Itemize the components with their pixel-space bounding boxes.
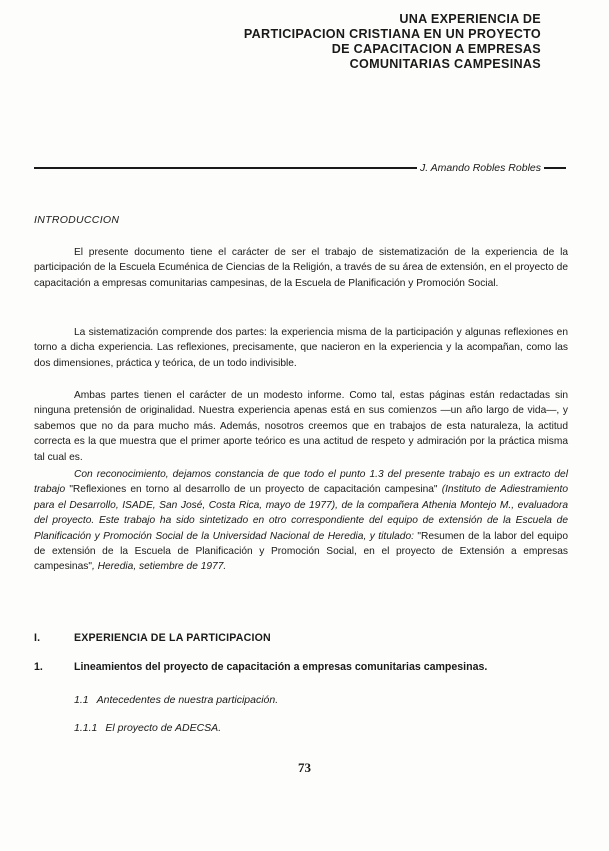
section-label: EXPERIENCIA DE LA PARTICIPACION [74,632,271,644]
intro-paragraph-4 [34,467,568,575]
byline-rule-right [544,167,566,169]
intro-paragraph-3: Ambas partes tienen el carácter de un modesto informe. Como tal, estas páginas están redactadas sin ninguna pretensión de originalidad. Nuestra experiencia apenas está en sus comienzos —un año largo de vida—, y sabemos que no da para mucho más. Además, nosotros creemos que en trabajos de esta naturaleza, la actitud correcta es la que muestra que el primer aporte teórico es una actitud de respeto y admiración por la práctica misma tal cual es. [34,390,568,463]
section-number: I. [34,632,41,644]
author-byline [34,162,566,174]
section-heading-1 [34,632,271,644]
subsection-heading-1 [34,661,487,673]
byline-rule-left [34,167,417,169]
page-number: 73 [298,760,311,775]
article-title [244,12,541,72]
p4-part-a: Con reconocimiento, dejamos constancia de que todo el punto 1.3 del presente trabajo es un extracto del trabajo [34,469,568,496]
p4-part-c: (Instituto de Adiestramiento para el Desarrollo, ISADE, San José, Costa Rica, mayo de 1977), de la compañera Athenia Montejo M., evaluadora del proyecto. Este trabajo ha sido sintetizado en otro correspondiente del equipo de extensión de la Escuela de Planificación y Promoción Social de la Universidad Nacional de Heredia, y titulado: [34,484,568,542]
intro-paragraph-1: El presente documento tiene el carácter de ser el trabajo de sistematización de la experiencia de la participación de la Escuela Ecuménica de Ciencias de la Religión, a través de su área de extensión, en el proyecto de capacitación a empresas comunitarias campesinas, de la Escuela de Planificación y Promoción Social. [34,247,568,289]
introduction-heading: INTRODUCCION [34,214,120,226]
p4-part-e: , Heredia, setiembre de 1977. [91,561,227,573]
subsection-heading-1-1-1 [74,722,221,734]
intro-paragraph-2: La sistematización comprende dos partes: la experiencia misma de la participación y algunas reflexiones en torno a dicha experiencia. Las reflexiones, precisamente, que nacieron en la experiencia y la acompañan, como las dos dimensiones, práctica y teórica, de un todo indivisible. [34,327,568,369]
title-line-4: COMUNITARIAS CAMPESINAS [349,57,541,71]
subsection-1-1-label: Antecedentes de nuestra participación. [96,694,279,706]
subsection-heading-1-1 [74,694,278,706]
title-line-3: DE CAPACITACION A EMPRESAS [331,42,541,56]
p4-quote-2: "Resumen de la labor del equipo de extensión de la Escuela de Planificación y Promoción Social, en el proyecto de Extensión a empresas campesinas" [34,530,568,573]
p4-quote-1: "Reflexiones en torno al desarrollo de un proyecto de capacitación campesina" [69,484,438,496]
subsection-1-1-number: 1.1 [74,694,89,706]
title-line-1: UNA EXPERIENCIA DE [399,12,541,26]
subsection-label: Lineamientos del proyecto de capacitación a empresas comunitarias campesinas. [74,661,488,673]
title-line-2: PARTICIPACION CRISTIANA EN UN PROYECTO [243,27,541,41]
subsection-1-1-1-label: El proyecto de ADECSA. [105,722,222,734]
author-name: J. Amando Robles Robles [419,162,541,174]
subsection-number: 1. [34,661,43,673]
subsection-1-1-1-number: 1.1.1 [74,722,98,734]
